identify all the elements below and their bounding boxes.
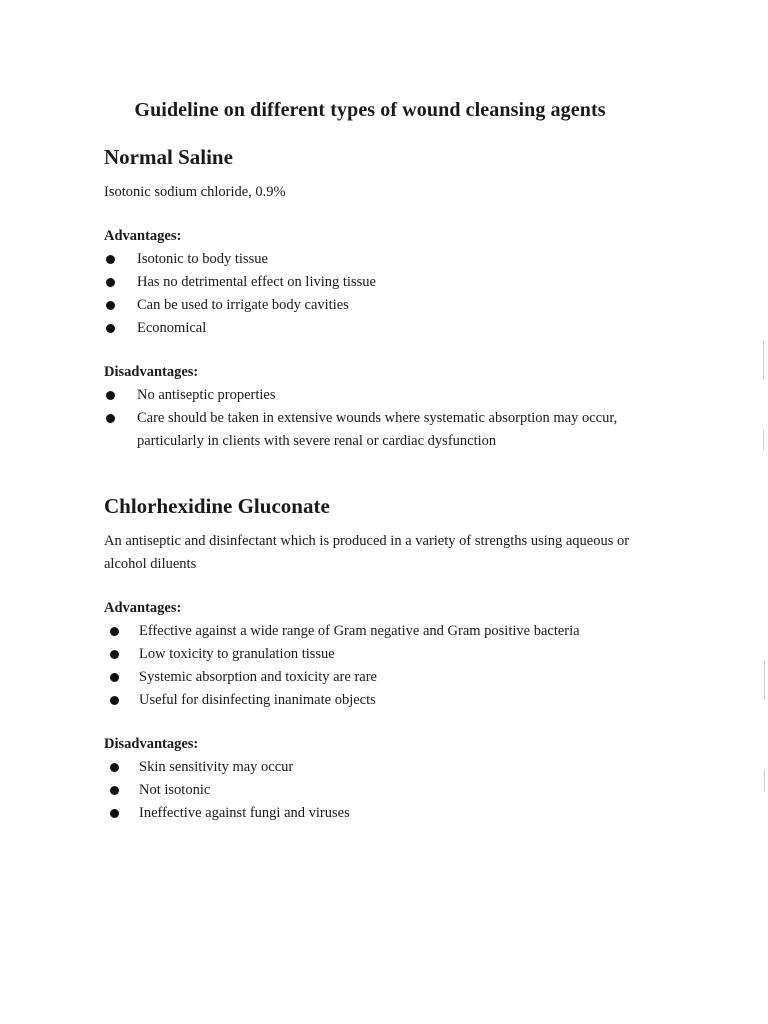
scan-artifact [764,660,765,700]
bullet-icon [110,786,119,795]
list-item-text: Systemic absorption and toxicity are rare [139,669,377,685]
bullet-icon [106,391,115,400]
list-item-text: Ineffective against fungi and viruses [139,805,350,821]
list-item-text: Not isotonic [139,782,211,798]
disadvantages-label: Disadvantages: [104,364,199,380]
bullet-icon [106,324,115,333]
list-item-text: Can be used to irrigate body cavities [137,297,349,313]
list-item-text: Skin sensitivity may occur [139,759,294,775]
section-normal-saline [104,143,664,453]
section-description: An antiseptic and disinfectant which is produced in a variety of strengths using aqueous or alcohol diluents [104,533,630,572]
bullet-icon [110,627,119,636]
list-item [104,779,664,802]
advantages-list [104,620,664,712]
scan-artifact [763,340,764,380]
section-chlorhexidine-gluconate [104,492,664,825]
scan-artifact [764,770,765,792]
bullet-icon [106,301,115,310]
advantages-label: Advantages: [104,600,182,616]
list-item [104,384,664,407]
list-item [104,294,664,317]
list-item-text: Isotonic to body tissue [137,251,268,267]
bullet-icon [110,696,119,705]
list-item-text: Effective against a wide range of Gram negative and Gram positive bacteria [139,623,580,639]
disadvantages-list [104,384,664,453]
list-item [104,248,664,271]
advantages-list [104,248,664,340]
list-item [104,620,664,643]
list-item-text: Economical [137,320,207,336]
advantages-label: Advantages: [104,228,182,244]
list-item [104,407,664,453]
list-item-text: Low toxicity to granulation tissue [139,646,335,662]
section-heading-text: Chlorhexidine Gluconate [104,494,330,518]
list-item [104,643,664,666]
bullet-icon [110,809,119,818]
list-item [104,317,664,340]
list-item-text: Has no detrimental effect on living tissue [137,274,376,290]
bullet-icon [106,255,115,264]
disadvantages-list [104,756,664,825]
scan-artifact [763,430,764,450]
list-item [104,756,664,779]
section-description: Isotonic sodium chloride, 0.9% [104,184,286,200]
list-item [104,802,664,825]
list-item [104,689,664,712]
list-item-text: Useful for disinfecting inanimate objects [139,692,376,708]
section-heading [104,143,664,171]
list-item [104,666,664,689]
list-item-text: No antiseptic properties [137,387,276,403]
list-item-text: Care should be taken in extensive wounds where systematic absorption may occur, particularly in clients with severe renal or cardiac dysfunction [137,410,618,449]
bullet-icon [106,414,115,423]
list-item [104,271,664,294]
section-heading [104,492,664,520]
bullet-icon [110,673,119,682]
disadvantages-label: Disadvantages: [104,736,199,752]
bullet-icon [110,650,119,659]
section-heading-text: Normal Saline [104,145,233,169]
bullet-icon [110,763,119,772]
bullet-icon [106,278,115,287]
page-title: Guideline on different types of wound cleansing agents [134,99,606,121]
